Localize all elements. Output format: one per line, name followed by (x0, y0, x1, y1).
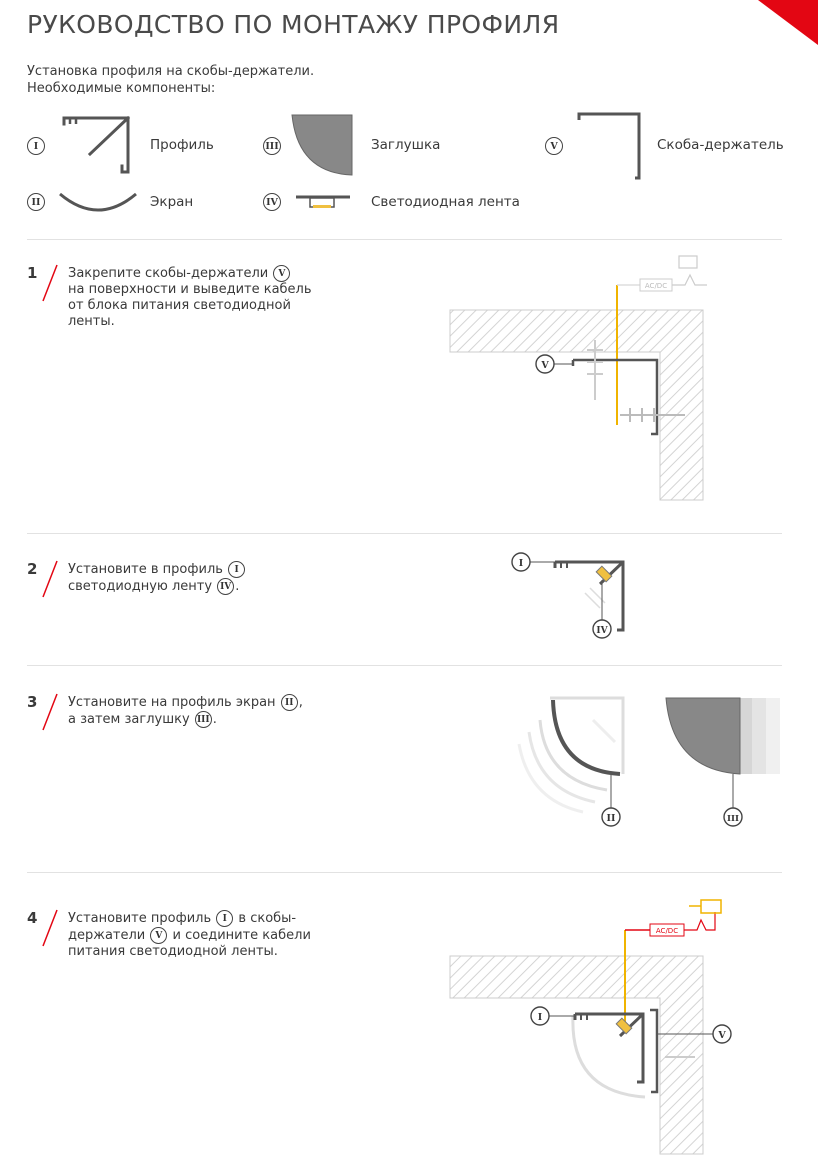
callout-numeral: V (718, 1030, 726, 1041)
page-title: РУКОВОДСТВО ПО МОНТАЖУ ПРОФИЛЯ (27, 10, 560, 39)
component-label: Экран (150, 194, 194, 210)
numeral-badge: V (545, 137, 563, 155)
step-1-illustration (445, 250, 710, 505)
numeral-ref: V (273, 265, 290, 282)
step-number: 3 (27, 693, 38, 711)
callout-numeral: I (537, 1012, 543, 1023)
step-text-punct: . (235, 579, 240, 594)
intro-line-2: Необходимые компоненты: (27, 81, 216, 96)
step-text-punct: , (298, 695, 303, 710)
numeral-badge: I (27, 137, 45, 155)
step-text-line: от блока питания светодиодной (68, 298, 291, 313)
callout-numeral: II (606, 813, 616, 824)
step-number: 2 (27, 560, 38, 578)
step-2-illustration (505, 548, 635, 643)
end-cap-icon (290, 113, 355, 178)
component-label: Светодиодная лента (371, 194, 520, 210)
numeral-ref: V (150, 927, 167, 944)
component-label: Заглушка (371, 137, 441, 153)
callout-numeral: V (541, 360, 549, 371)
profile-icon (60, 114, 135, 179)
step-text-line: Закрепите скобы-держатели (68, 266, 269, 281)
component-label: Профиль (150, 137, 214, 153)
section-divider (27, 872, 782, 873)
callout-numeral: III (727, 814, 739, 824)
step-text-line: Установите профиль (68, 911, 212, 926)
step-text-line: на поверхности и выведите кабель (68, 282, 312, 297)
red-slash-icon (40, 908, 60, 948)
bracket-icon (575, 110, 645, 182)
intro-text (27, 63, 314, 97)
step-4-illustration (445, 892, 745, 1160)
red-slash-icon (40, 692, 60, 732)
corner-accent (758, 0, 818, 45)
section-divider (27, 533, 782, 534)
step-3-cap-illustration (660, 690, 785, 835)
psu-label: AC/DC (644, 282, 668, 290)
numeral-ref: I (228, 561, 245, 578)
psu-label: AC/DC (655, 927, 679, 935)
step-text (68, 265, 312, 330)
numeral-ref: IV (217, 578, 234, 595)
step-text (68, 694, 303, 728)
step-text-line: питания светодиодной ленты. (68, 944, 278, 959)
section-divider (27, 665, 782, 666)
intro-line-1: Установка профиля на скобы-держатели. (27, 64, 315, 79)
step-text-line: в скобы- (238, 911, 297, 926)
red-slash-icon (40, 263, 60, 303)
numeral-badge: IV (263, 193, 281, 211)
section-divider (27, 239, 782, 240)
step-text-line: держатели (68, 928, 146, 943)
callout-numeral: IV (596, 626, 608, 636)
step-text-line: Установите на профиль экран (68, 695, 276, 710)
numeral-ref: III (195, 711, 212, 728)
step-text-line: и соедините кабели (172, 928, 311, 943)
numeral-ref: I (216, 910, 233, 927)
step-number: 1 (27, 264, 38, 282)
step-3-screen-illustration (515, 690, 655, 835)
step-text (68, 561, 246, 595)
step-text-line: а затем заглушку (68, 712, 190, 727)
red-slash-icon (40, 559, 60, 599)
numeral-ref: II (281, 694, 298, 711)
step-text-punct: . (212, 712, 217, 727)
callout-numeral: I (518, 558, 524, 569)
step-text-line: ленты. (68, 314, 115, 329)
screen-icon (57, 188, 139, 218)
step-text (68, 910, 311, 960)
component-label: Скоба-держатель (657, 137, 784, 153)
step-text-line: Установите в профиль (68, 562, 223, 577)
led-strip-icon (294, 194, 352, 212)
numeral-badge: III (263, 137, 281, 155)
step-number: 4 (27, 909, 38, 927)
numeral-badge: II (27, 193, 45, 211)
step-text-line: светодиодную ленту (68, 579, 213, 594)
